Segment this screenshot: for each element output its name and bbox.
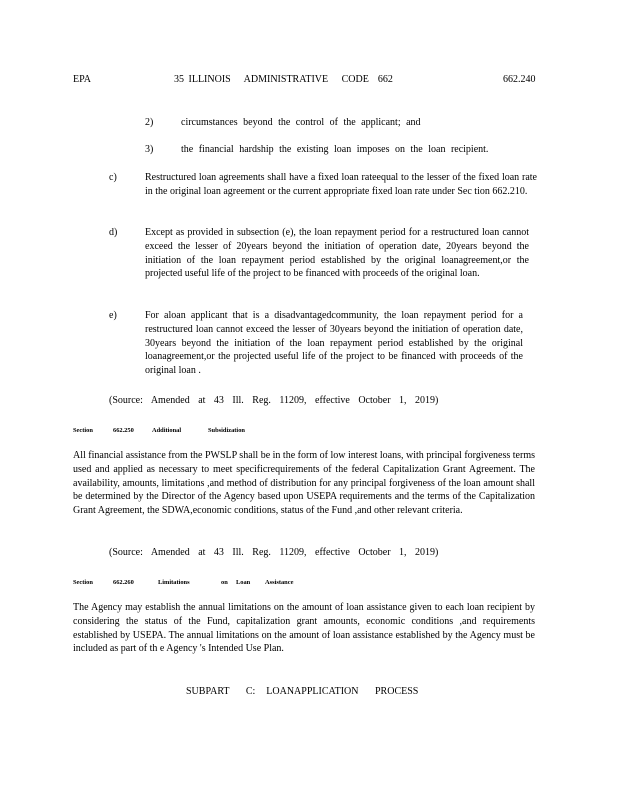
header-right: 662.240 [503,74,536,85]
section-title-word: Limitations [158,579,190,586]
section-260-body: The Agency may establish the annual limitations on the amount of loan assistance given to each loan recipient by considering the status of the Fund, capitalization grant amounts, economic conditions ,and requirements established by USEPA. The annual limitations on the amount of loan assistance established by the Agency must be included as part of th e Agency 's Intended Use Plan. [73,602,535,655]
section-250-heading [73,424,273,434]
section-title-word: on [221,579,228,586]
item-e-text: For aloan applicant that is a disadvantagedcommunity, the loan repayment period for a restructured loan cannot exceed the lesser of 30years beyond the initiation of operation date, 30years beyond the initiation of the loan repayment period established by the original loanagreement,or the projected useful life of the project to be financed with proceeds of the original loan . [145,310,523,377]
item-c-label: c) [109,172,117,183]
item-e-label: e) [109,310,117,321]
item-c-text: Restructured loan agreements shall have a fixed loan rateequal to the lesser of the fixed loan rate in the original loan agreement or the current appropriate fixed loan rate under Sec tion 662.210. [145,172,537,197]
section-word: Section [73,427,93,434]
section-title-word: Assistance [265,579,294,586]
section-word: Section [73,579,93,586]
section-number: 662.250 [113,427,134,434]
header-left: EPA [73,74,91,85]
source-note-1: (Source: Amended at 43 Ill. Reg. 11209, effective October 1, 2019) [109,395,439,406]
section-260-heading [73,576,313,586]
header-center: 35 ILLINOIS ADMINISTRATIVE CODE 662 [174,74,393,85]
item-2-number: 2) [145,117,154,128]
section-250-body: All financial assistance from the PWSLP shall be in the form of low interest loans, with principal forgiveness terms used and applied as necessary to meet specificrequirements of the federal Capitalization Grant Agreement. The availability, amounts, limitations ,and method of distribution for any principal forgiveness of the loan amount shall be determined by the Director of the Agency based upon USEPA requirements and the terms of the Capitalization Grant Agreement, the SDWA,economic conditions, status of the Fund ,and other relevant criteria. [73,450,535,517]
source-note-2: (Source: Amended at 43 Ill. Reg. 11209, effective October 1, 2019) [109,547,439,558]
item-d-text: Except as provided in subsection (e), the loan repayment period for a restructured loan cannot exceed the lesser of 20years beyond the initiation of operation date, 20years beyond the initiation of the loan repayment period established by the original loanagreement,or the projected useful life of the project to be financed with proceeds of the original loan. [145,227,529,280]
section-title-word: Loan [236,579,251,586]
section-number: 662.260 [113,579,134,586]
item-3-number: 3) [145,144,154,155]
item-3-text: the financial hardship the existing loan imposes on the loan recipient. [181,144,489,155]
item-2-text: circumstances beyond the control of the applicant; and [181,117,421,128]
item-d-label: d) [109,227,118,238]
subpart-heading: SUBPART C: LOANAPPLICATION PROCESS [186,686,419,697]
section-title-word: Subsidization [208,427,245,434]
section-title-word: Additional [152,427,182,434]
